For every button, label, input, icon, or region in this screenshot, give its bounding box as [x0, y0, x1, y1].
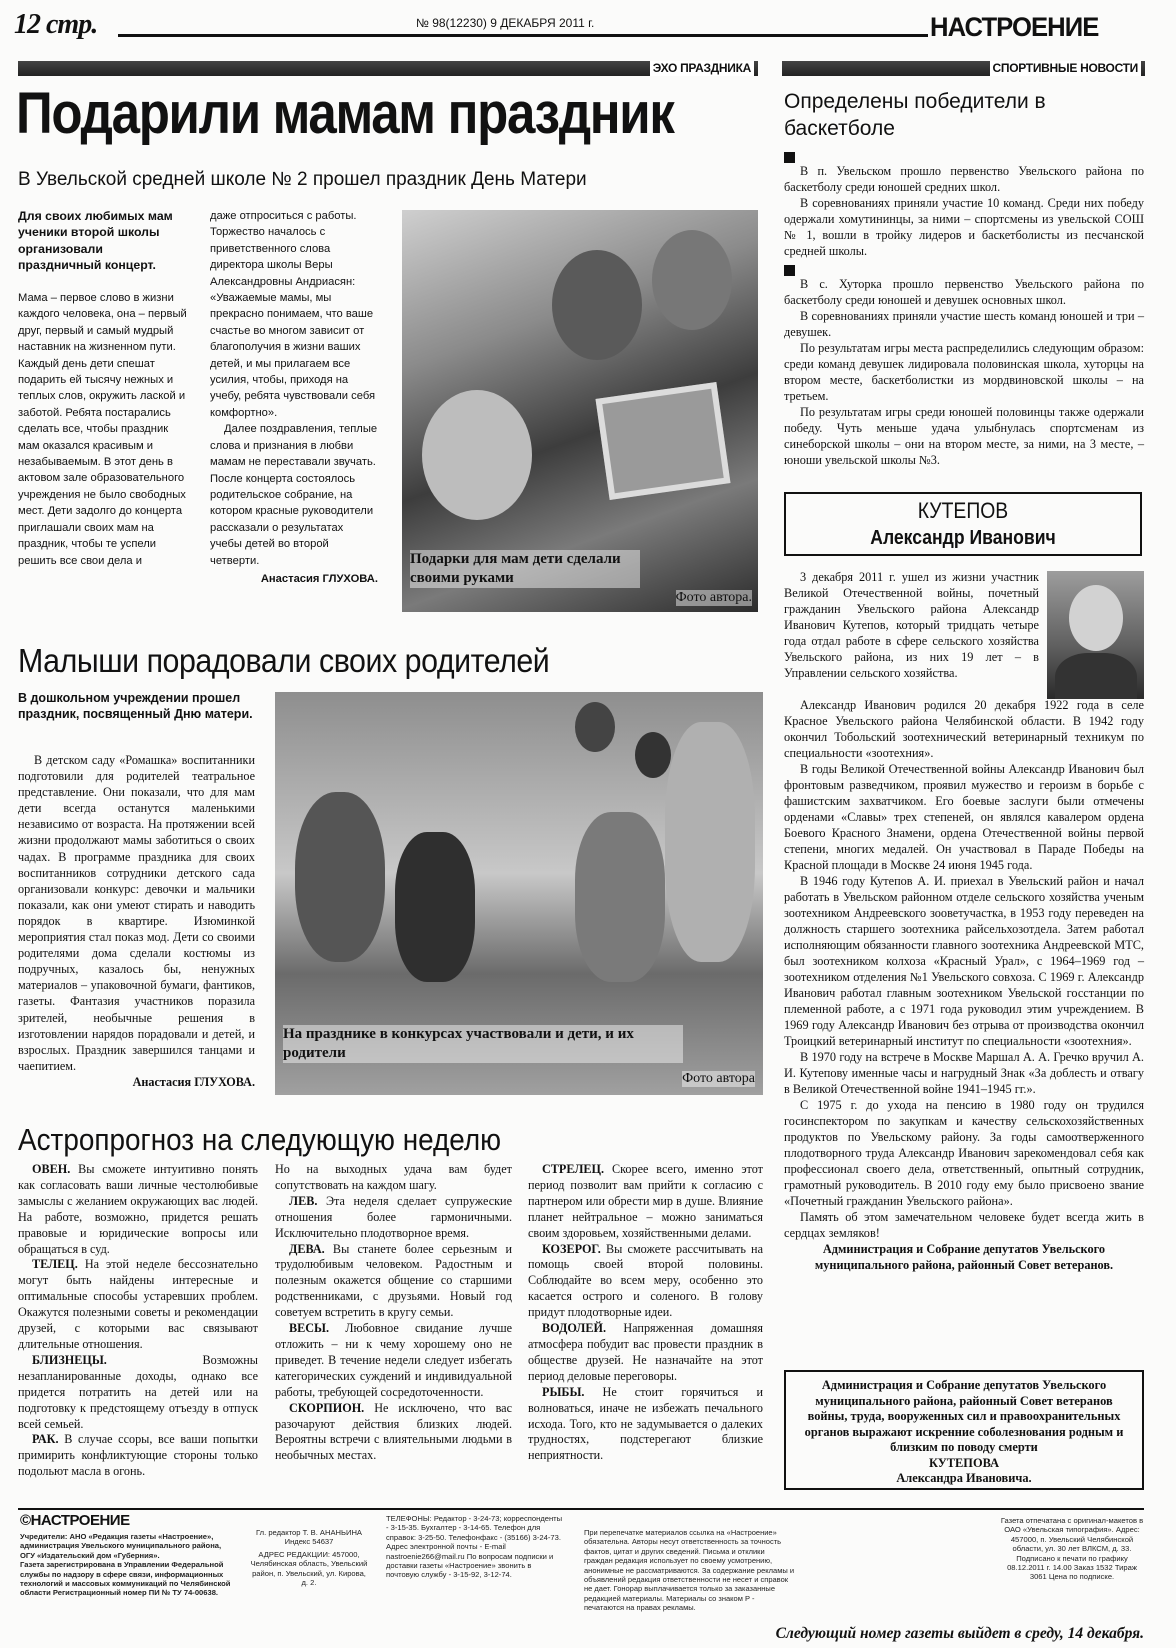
photo-figure-shape [652, 230, 732, 330]
astro-item [528, 1385, 763, 1465]
footer-founders-block [20, 1532, 232, 1598]
condolence-text: Администрация и Собрание депутатов Увельского муниципального района, районный Совет ветеранов войны, труда, вооруженных сил и правоохранительных органов выражают искренние соболезнования родным и близким по поводу смерти [804, 1378, 1124, 1454]
sport-p2-b: В соревнованиях приняли участие шесть команд юношей и три – девушек. [784, 309, 1144, 339]
obit-portrait [1047, 571, 1144, 699]
photo-figure-shape [552, 250, 642, 360]
footer-rule [18, 1508, 1144, 1510]
astro-col3 [528, 1162, 763, 1464]
photo-mothers-gifts [402, 210, 758, 612]
obit-para: Память об этом замечательном человеке будет всегда жить в сердцах земляков! [784, 1210, 1144, 1240]
footer-founders: Учредители: АНО «Редакция газеты «Настроение», администрация Увельского муниципального района, ОГУ «Издательский дом «Губерния». [20, 1532, 222, 1560]
obit-para: Александр Иванович родился 20 декабря 1922 года в селе Красное Увельского района Челябинской области. В 1942 году окончил Тобольский зоотехнический ветеринарный техникум по специальности «зоотехния». [784, 698, 1144, 760]
astro-sign: СТРЕЛЕЦ. [542, 1162, 605, 1176]
sport-p1-b: В соревнованиях приняли участие 10 команд. Среди них победу одержали хомутининцы, за ними – спортсмены из увельской СОШ № 1, вошли в тройку лидеров и баскетболисты из песчанской средней школы. [784, 196, 1144, 258]
obit-name-box [784, 492, 1142, 556]
condolence-surname: КУТЕПОВА [928, 1455, 1000, 1470]
astro-text: Не стоит горячиться и волноваться, иначе не избежать печального исхода. Того, кто не задумывается о далеких трудностях, подстерегают близкие неприятности. [528, 1384, 763, 1463]
astro-item [528, 1321, 763, 1385]
header-rule [118, 34, 928, 37]
astro-item [275, 1194, 512, 1242]
footer-rules: При перепечатке материалов ссылка на «Настроение» обязательна. Авторы несут ответственность за точность фактов, цитат и других сведений. Письма и отклики граждан редакция использует по своему усмотрению, анонимные не рассматриваются. За содержание рекламы и объявлений редакция ответственности не несет и справок не дает. Гонорар выплачивается только за заказанные редакцией материалы. Материалы со знаком Р - печатаются на правах рекламы. [584, 1528, 795, 1613]
echo-col1 [18, 290, 192, 569]
issue-number: № 98(12230) 9 ДЕКАБРЯ 2011 г. [410, 16, 600, 30]
astro-item [275, 1321, 512, 1401]
astro-text: Любовное свидание лучше отложить – ни к чему хорошему оно не приведет. В течение недели следует избегать категорических суждений и индивидуальной работы, требующей сосредоточенности. [275, 1321, 512, 1399]
footer-phones: ТЕЛЕФОНЫ: Редактор - 3-24-73; корреспонденты - 3-15-35. Бухгалтер - 3-14-65. Телефон для справок: 3-25-50. Телефонфакс - (35166) 3-24-73. Адрес электронной почты - E-mail nastroenie266@mail.ru По вопросам подписки и доставки газеты «Настроение» звонить в почтовую службу - 3-15-92, 3-12-74. [386, 1514, 563, 1580]
astro-text: Вы станете более серьезным и трудолюбивым человеком. Радостным и полезным окажется общение со старшими родственниками, с друзьями. Новый год советуем встретить в кругу семьи. [275, 1241, 512, 1320]
astro-sign: ВОДОЛЕЙ. [542, 1321, 606, 1336]
photo-figure-shape [295, 792, 385, 962]
photo-kids-contest [275, 692, 763, 1095]
copyright-icon: © [20, 1512, 31, 1529]
headline-astro: Астропрогноз на следующую неделю [18, 1122, 502, 1157]
astro-sign: ДЕВА. [289, 1241, 325, 1256]
photo-figure-shape [575, 812, 665, 982]
astro-text: Вы сможете интуитивно понять как согласовать ваши личные честолюбивые замыслы с желанием окружающих вас людей. На работе, возможно, придется решать правовые и юридические вопросы или обращаться в суд. [18, 1162, 258, 1256]
sport-p2 [784, 276, 1144, 468]
section-label-echo: ЭХО ПРАЗДНИКА [650, 61, 754, 76]
astro-sign: ОВЕН. [32, 1162, 71, 1176]
astro-text: Вы сможете рассчитывать на помощь своей второй половины. Соблюдайте во всем меру, особенно это касается острого и соленого. В голову придут плодотворные идеи. [528, 1241, 763, 1320]
portrait-head-shape [1069, 585, 1123, 651]
astro-item [275, 1162, 512, 1194]
astro-text: Возможны незапланированные доходы, однако все придется потратить на детей или на подготовку к предстоящему отъезду в отпуск всей семьей. [18, 1352, 258, 1431]
echo-col2 [210, 208, 378, 587]
headline-kids: Малыши порадовали своих родителей [18, 642, 550, 679]
obit-para: В 1946 году Кутепов А. И. приехал в Увельский район и начал работать в Увельском районном отделе сельского хозяйства ученым зоотехником Андреевского зооветучастка, в 1953 году переведен на должность старшего зоотехника райсельхозотдела. Затем работал исполняющим обязанности главного зоотехника Андреевской МТС, был зоотехником колхоза «Красный Урал», с 1964–1969 год – зоотехником отделения №1 Увельского совхоза. С 1969 г. Александр Иванович работал главным зоотехником Увельской госстанции по племенной работе, а с 1971 года руководил этим учреждением. В 1969 году Александр Иванович без отрыва от производства окончил Троицкий ветеринарный институт по специальности «зоотехния». [784, 874, 1144, 1048]
headline-sport: Определены победители в баскетболе [784, 90, 1046, 140]
sport-p2-c: По результатам игры места распределились следующим образом: среди команд девушек лидировала половинская школа, хуторцы на втором месте, баскетболистки из мордвиновской школы – на третьем. [784, 341, 1144, 403]
astro-text: На этой неделе бессознательно могут быть найдены интересные и оптимальные способы устаревших проблем. Окажутся полезными советы и рекомендации друзей, с которыми вас связывают длительные отношения. [18, 1257, 258, 1351]
section-label-sport: СПОРТИВНЫЕ НОВОСТИ [990, 61, 1141, 76]
astro-text: Но на выходных удача вам будет сопутствовать на каждом шагу. [275, 1162, 512, 1192]
astro-sign: КОЗЕРОГ. [542, 1241, 601, 1256]
bullet-square [784, 152, 795, 163]
footer-logo-text: НАСТРОЕНИЕ [30, 1512, 130, 1529]
footer-editor-block [250, 1528, 368, 1587]
bullet-square [784, 265, 795, 276]
astro-text: Скорее всего, именно этот период позволит вам прийти к согласию с партнером или обрести мир в душе. Влияние планет нейтральное – можно заниматься своим здоровьем, хозяйственными делами. [528, 1162, 763, 1240]
astro-sign: РАК. [32, 1432, 59, 1447]
lead-kids: В дошкольном учреждении прошел праздник, посвященный Дню матери. [18, 691, 253, 721]
obit-signature: Администрация и Собрание депутатов Увельского муниципального района, районный Совет ветеранов. [814, 1242, 1114, 1272]
condolence-name: Александра Ивановича. [896, 1471, 1032, 1485]
astro-sign: ТЕЛЕЦ. [32, 1257, 78, 1272]
astro-item [18, 1257, 258, 1352]
photo-credit-kids: Фото автора [682, 1071, 755, 1086]
echo-col2-p2: Далее поздравления, теплые слова и признания в любви мамам не переставали звучать. После концерта состоялось родительское собрание, на котором красные руководители рассказали о результатах учебы детей во второй четверти. [210, 423, 378, 567]
photo-balloon-shape [575, 702, 615, 752]
footer-address: АДРЕС РЕДАКЦИИ: 457000, Челябинская область, Увельский район, п. Увельский, ул. Кирова, д. 2. [250, 1549, 368, 1588]
photo-credit-echo: Фото автора. [675, 590, 752, 605]
astro-sign: РЫБЫ. [542, 1384, 585, 1399]
photo-caption-echo: Подарки для мам дети сделали своими руками [410, 550, 640, 588]
sport-p2-a: В с. Хуторка прошло первенство Увельского района по баскетболу среди юношей и девушек основных школ. [784, 277, 1144, 307]
photo-frame-shape [595, 382, 730, 500]
astro-text: Не исключено, что вас разочаруют действия близких людей. Вероятны встречи с влиятельными людьми в необычных местах. [275, 1400, 512, 1463]
obit-para: В годы Великой Отечественной войны Александр Иванович был фронтовым разведчиком, проявил мужество и героизм в борьбе с фашистским захватчиком. Его боевые заслуги были отмечены орденами «Славы» трех степеней, он являлся кавалером ордена Боевого Красного Знамени, ордена Отечественной войны первой степени, многих медалей. Он участвовал в Параде Победы на Красной площади в Москве 24 июня 1945 года. [784, 762, 1144, 872]
photo-caption-kids: На празднике в конкурсах участвовали и дети, и их родители [283, 1025, 683, 1063]
paper-name: НАСТРОЕНИЕ [930, 12, 1099, 42]
sport-p1-a: В п. Увельском прошло первенство Увельского района по баскетболу среди юношей средних школ. [784, 164, 1144, 194]
footer-print: Газета отпечатана с оригинал-макетов в ОАО «Увельская типография». Адрес: 457000, п. Увельский Челябинской области, ул. 30 лет ВЛКСМ, д. 33. Подписано к печати по графику 08.12.2011 г. 14.00 Заказ 1532 Тираж 3061 Цена по подписке. [1000, 1516, 1144, 1582]
portrait-body-shape [1055, 653, 1137, 699]
astro-sign: БЛИЗНЕЦЫ. [32, 1352, 107, 1367]
astro-col2 [275, 1162, 512, 1464]
headline-echo: Подарили мамам праздник [16, 81, 674, 146]
astro-item [18, 1162, 258, 1257]
kids-body-p1: В детском саду «Ромашка» воспитанники подготовили для родителей театральное представление. Они показали, что для мам дети всегда останутся маленькими независимо от возраста. На протяжении всей жизни продолжают мамы заботиться о своих чадах. В программе праздника для своих воспитанников сотрудники детского сада организовали конкурс: девочки и мальчики показали, как они умеют стирать и наводить порядок в квартире. Изюминкой мероприятия стал показ мод. Дети со своими родителями дома сделали костюмы из подручных, казалось бы, ненужных материалов – упаковочной бумаги, фантиков, газеты. Фантазия участников поразила зрителей, необычные решения в изготовлении нарядов порадовали и детей, и взрослых. Праздник завершился танцами и чаепитием. [18, 753, 255, 1073]
astro-item [528, 1242, 763, 1322]
obit-intro [784, 569, 1039, 681]
echo-author: Анастасия ГЛУХОВА. [260, 572, 378, 585]
astro-sign: ВЕСЫ. [289, 1321, 330, 1336]
footer-editor: Гл. редактор Т. В. АНАНЬИНА Индекс 54637 [255, 1528, 362, 1547]
photo-figure-shape [665, 722, 755, 962]
sport-p2-d: По результатам игры среди юношей половинцы также одержали победу. Чуть меньше удача улыбнулась спортсменам из синеборской школы – они на втором месте, за ними, на 3 месте, – юноши увельской школы №3. [784, 405, 1144, 467]
echo-col2-p1: даже отпроситься с работы. Торжество началось с приветственного слова директора школы Веры Александровны Андриасян: «Уважаемые мамы, мы прекрасно понимаем, что ваше счастье во многом зависит от благополучия в жизни ваших детей, и мы прилагаем все усилия, чтобы, приходя на учебу, ребята чувствовали себя комфортно». [210, 210, 376, 419]
obit-intro-p: 3 декабря 2011 г. ушел из жизни участник Великой Отечественной войны, почетный гражданин Увельского района Александр Иванович Кутепов, который тридцать четыре года отдал работе в сфере сельского хозяйства Увельского района, из них 19 лет – в Управлении сельского хозяйства. [784, 570, 1039, 680]
footer-registration: Газета зарегистрирована в Управлении Федеральной службы по надзору в сфере связи, информационных технологий и массовых коммуникаций по Челябинской области Регистрационный номер ПИ № ТУ 74-00638. [20, 1560, 231, 1598]
astro-text: Эта неделя сделает супружеские отношения более гармоничными. Исключительно плодотворное время. [275, 1193, 512, 1240]
page-number: 12 стр. [14, 9, 98, 40]
obit-para: С 1975 г. до ухода на пенсию в 1980 году он трудился госинспектором по закупкам и качеству сельскохозяйственных продуктов по Увельскому району. За годы самоотверженного плодотворного труда Александр Иванович зарекомендовал себя как профессионал своего дела, ответственный, опытный сотрудник, грамотный руководитель. В 2010 году ему было присвоено звание «Почетный гражданин Увельского района». [784, 1098, 1144, 1208]
astro-item [528, 1162, 763, 1242]
section-bar-sport [782, 61, 1145, 76]
astro-text: Напряженная домашняя атмосфера побудит вас провести праздник в обществе друзей. Не назначайте на этот период деловые переговоры. [528, 1321, 763, 1383]
photo-figure-shape [395, 832, 475, 982]
footer-logo [20, 1512, 130, 1529]
astro-item [18, 1353, 258, 1433]
condolence-box [784, 1370, 1144, 1490]
astro-item [18, 1432, 258, 1480]
next-issue-notice: Следующий номер газеты выйдет в среду, 14 декабря. [775, 1625, 1144, 1642]
astro-col1 [18, 1162, 258, 1480]
photo-balloon-shape [635, 732, 671, 778]
astro-item [275, 1242, 512, 1322]
astro-item [275, 1401, 512, 1465]
obit-body [784, 697, 1144, 1273]
section-bar-echo [18, 61, 758, 76]
obit-name: Александр Иванович [870, 527, 1056, 549]
obit-surname: КУТЕПОВ [917, 498, 1009, 523]
echo-col1-p1: Мама – первое слово в жизни каждого человека, она – первый друг, первый и самый мудрый наставник на жизненном пути. Каждый день дети спешат подарить ей тысячу нежных и теплых слов, окружить лаской и заботой. Ребята постарались сделать все, чтобы праздник мам оказался красивым и незабываемым. В этот день в актовом зале образовательного учреждения не было свободных мест. Дети задолго до концерта приглашали своих мам на праздник, чтобы те успели решить все свои дела и [18, 292, 187, 567]
astro-sign: ЛЕВ. [289, 1193, 318, 1208]
photo-figure-shape [422, 390, 532, 520]
subtitle-echo: В Увельской средней школе № 2 прошел праздник День Матери [18, 169, 587, 190]
lead-echo: Для своих любимых мам ученики второй школы организовали праздничный концерт. [18, 209, 173, 273]
sport-p1 [784, 163, 1144, 259]
astro-sign: СКОРПИОН. [289, 1400, 365, 1415]
kids-author: Анастасия ГЛУХОВА. [132, 1074, 255, 1089]
kids-body [18, 752, 255, 1090]
obit-para: В 1970 году на встрече в Москве Маршал А. А. Гречко вручил А. И. Кутепову именные часы и нагрудный Знак «За доблесть и отвагу в Великой Отечественной войне 1941–1945 гг.». [784, 1050, 1144, 1096]
astro-text: В случае ссоры, все ваши попытки примирить конфликтующие стороны только подольют масла в огонь. [18, 1432, 258, 1479]
